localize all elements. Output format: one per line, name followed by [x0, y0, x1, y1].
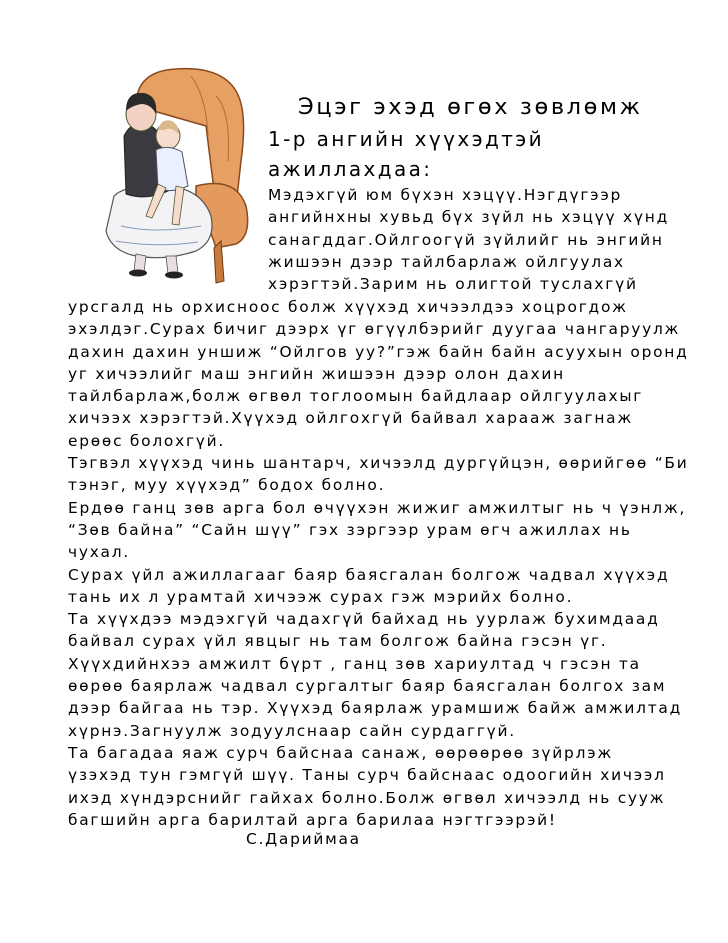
- subtitle-line: ажиллахдаа:: [268, 157, 433, 181]
- text-line: Мэдэхгүй юм бүхэн хэцүү.Нэгдүгээр: [268, 186, 623, 204]
- text-line: хүрнэ.Загнуулж зодуулснаар сайн сурдаггүй.: [68, 721, 516, 740]
- text-line: санагддаг.Ойлгоогүй зүйлийг нь энгийн: [268, 230, 664, 249]
- document-subtitle: [268, 124, 544, 184]
- text-line: хичээх хэрэгтэй.Хүүхэд ойлгохгүй байвал харааж загнаж: [68, 409, 633, 428]
- text-line: тэнэг, муу хүүхэд” бодох болно.: [68, 476, 386, 495]
- text-line: багшийн арга барилтай арга барилаа нэгтгээрэй!: [68, 810, 557, 829]
- text-line: хэрэгтэй.Зарим нь олигтой туслахгүй: [268, 275, 638, 294]
- author-signature: С.Дариймаа: [246, 830, 361, 848]
- text-line: үзэхэд тун гэмгүй шүү. Таны сурч байснаас одоогийн хичээл: [68, 766, 666, 785]
- text-line: ангийнхны хувьд бүх зүйл нь хэцүү хүнд: [268, 208, 669, 227]
- text-line: өөрөө баярлаж чадвал сургалтыг баяр баясгалан болгох зам: [68, 677, 667, 696]
- text-line: “Зөв байна” “Сайн шүү” гэх зэргээр урам өгч ажиллах нь: [68, 520, 632, 539]
- text-line: ерөөс болохгүй.: [68, 431, 226, 450]
- text-line: чухал.: [68, 543, 130, 562]
- body-text: [68, 296, 689, 831]
- text-line: тань их л урамтай хичээж сурах гэж мэрийх болно.: [68, 587, 574, 606]
- text-line: урсгалд нь орхисноос болж хүүхэд хичээлдээ хоцрогдож: [68, 298, 628, 316]
- text-line: дээр байгаа нь тэр. Хүүхэд баярлаж урамшиж байж амжилтад: [68, 699, 683, 718]
- document-title: Эцэг эхэд өгөх зөвлөмж: [298, 94, 643, 120]
- text-line: эхэлдэг.Сурах бичиг дээрх үг өгүүлбэрийг дуугаа чангаруулж: [68, 320, 681, 339]
- text-line: байвал сурах үйл явцыг нь там болгож байна гэсэн үг.: [68, 632, 608, 651]
- text-line: Та хүүхдээ мэдэхгүй чадахгүй байхад нь уурлаж бухимдаад: [68, 610, 660, 629]
- mother-child-armchair-illustration: [96, 66, 268, 286]
- text-line: уг хичээлийг маш энгийн жишээн дээр олон дахин: [68, 364, 565, 383]
- text-line: ихэд хүндэрснийг гайхах болно.Болж өгвөл хичээлд нь сууж: [68, 788, 666, 807]
- indented-paragraph: [268, 184, 669, 295]
- text-line: дахин дахин уншиж “Ойлгов уу?”гэж байн байн асуухын оронд: [68, 342, 689, 361]
- text-line: Тэгвэл хүүхэд чинь шантарч, хичээлд дургүйцэн, өөрийгөө “Би: [68, 454, 689, 473]
- text-line: Хүүхдийнхээ амжилт бүрт , ганц зөв хариултад ч гэсэн та: [68, 654, 641, 673]
- subtitle-line: 1-р ангийн хүүхэдтэй: [268, 127, 545, 151]
- text-line: Ердөө ганц зөв арга бол өчүүхэн жижиг амжилтыг нь ч үэнлж,: [68, 498, 687, 517]
- text-line: Та багадаа яаж сурч байснаа санаж, өөрөөрөө зүйрлэж: [68, 743, 613, 762]
- text-line: Сурах үйл ажиллагааг баяр баясгалан болгож чадвал хүүхэд: [68, 565, 670, 584]
- text-line: тайлбарлаж,болж өгвөл тоглоомын байдлаар ойлгуулахыг: [68, 387, 644, 406]
- text-line: жишээн дээр тайлбарлаж ойлгуулах: [268, 252, 625, 271]
